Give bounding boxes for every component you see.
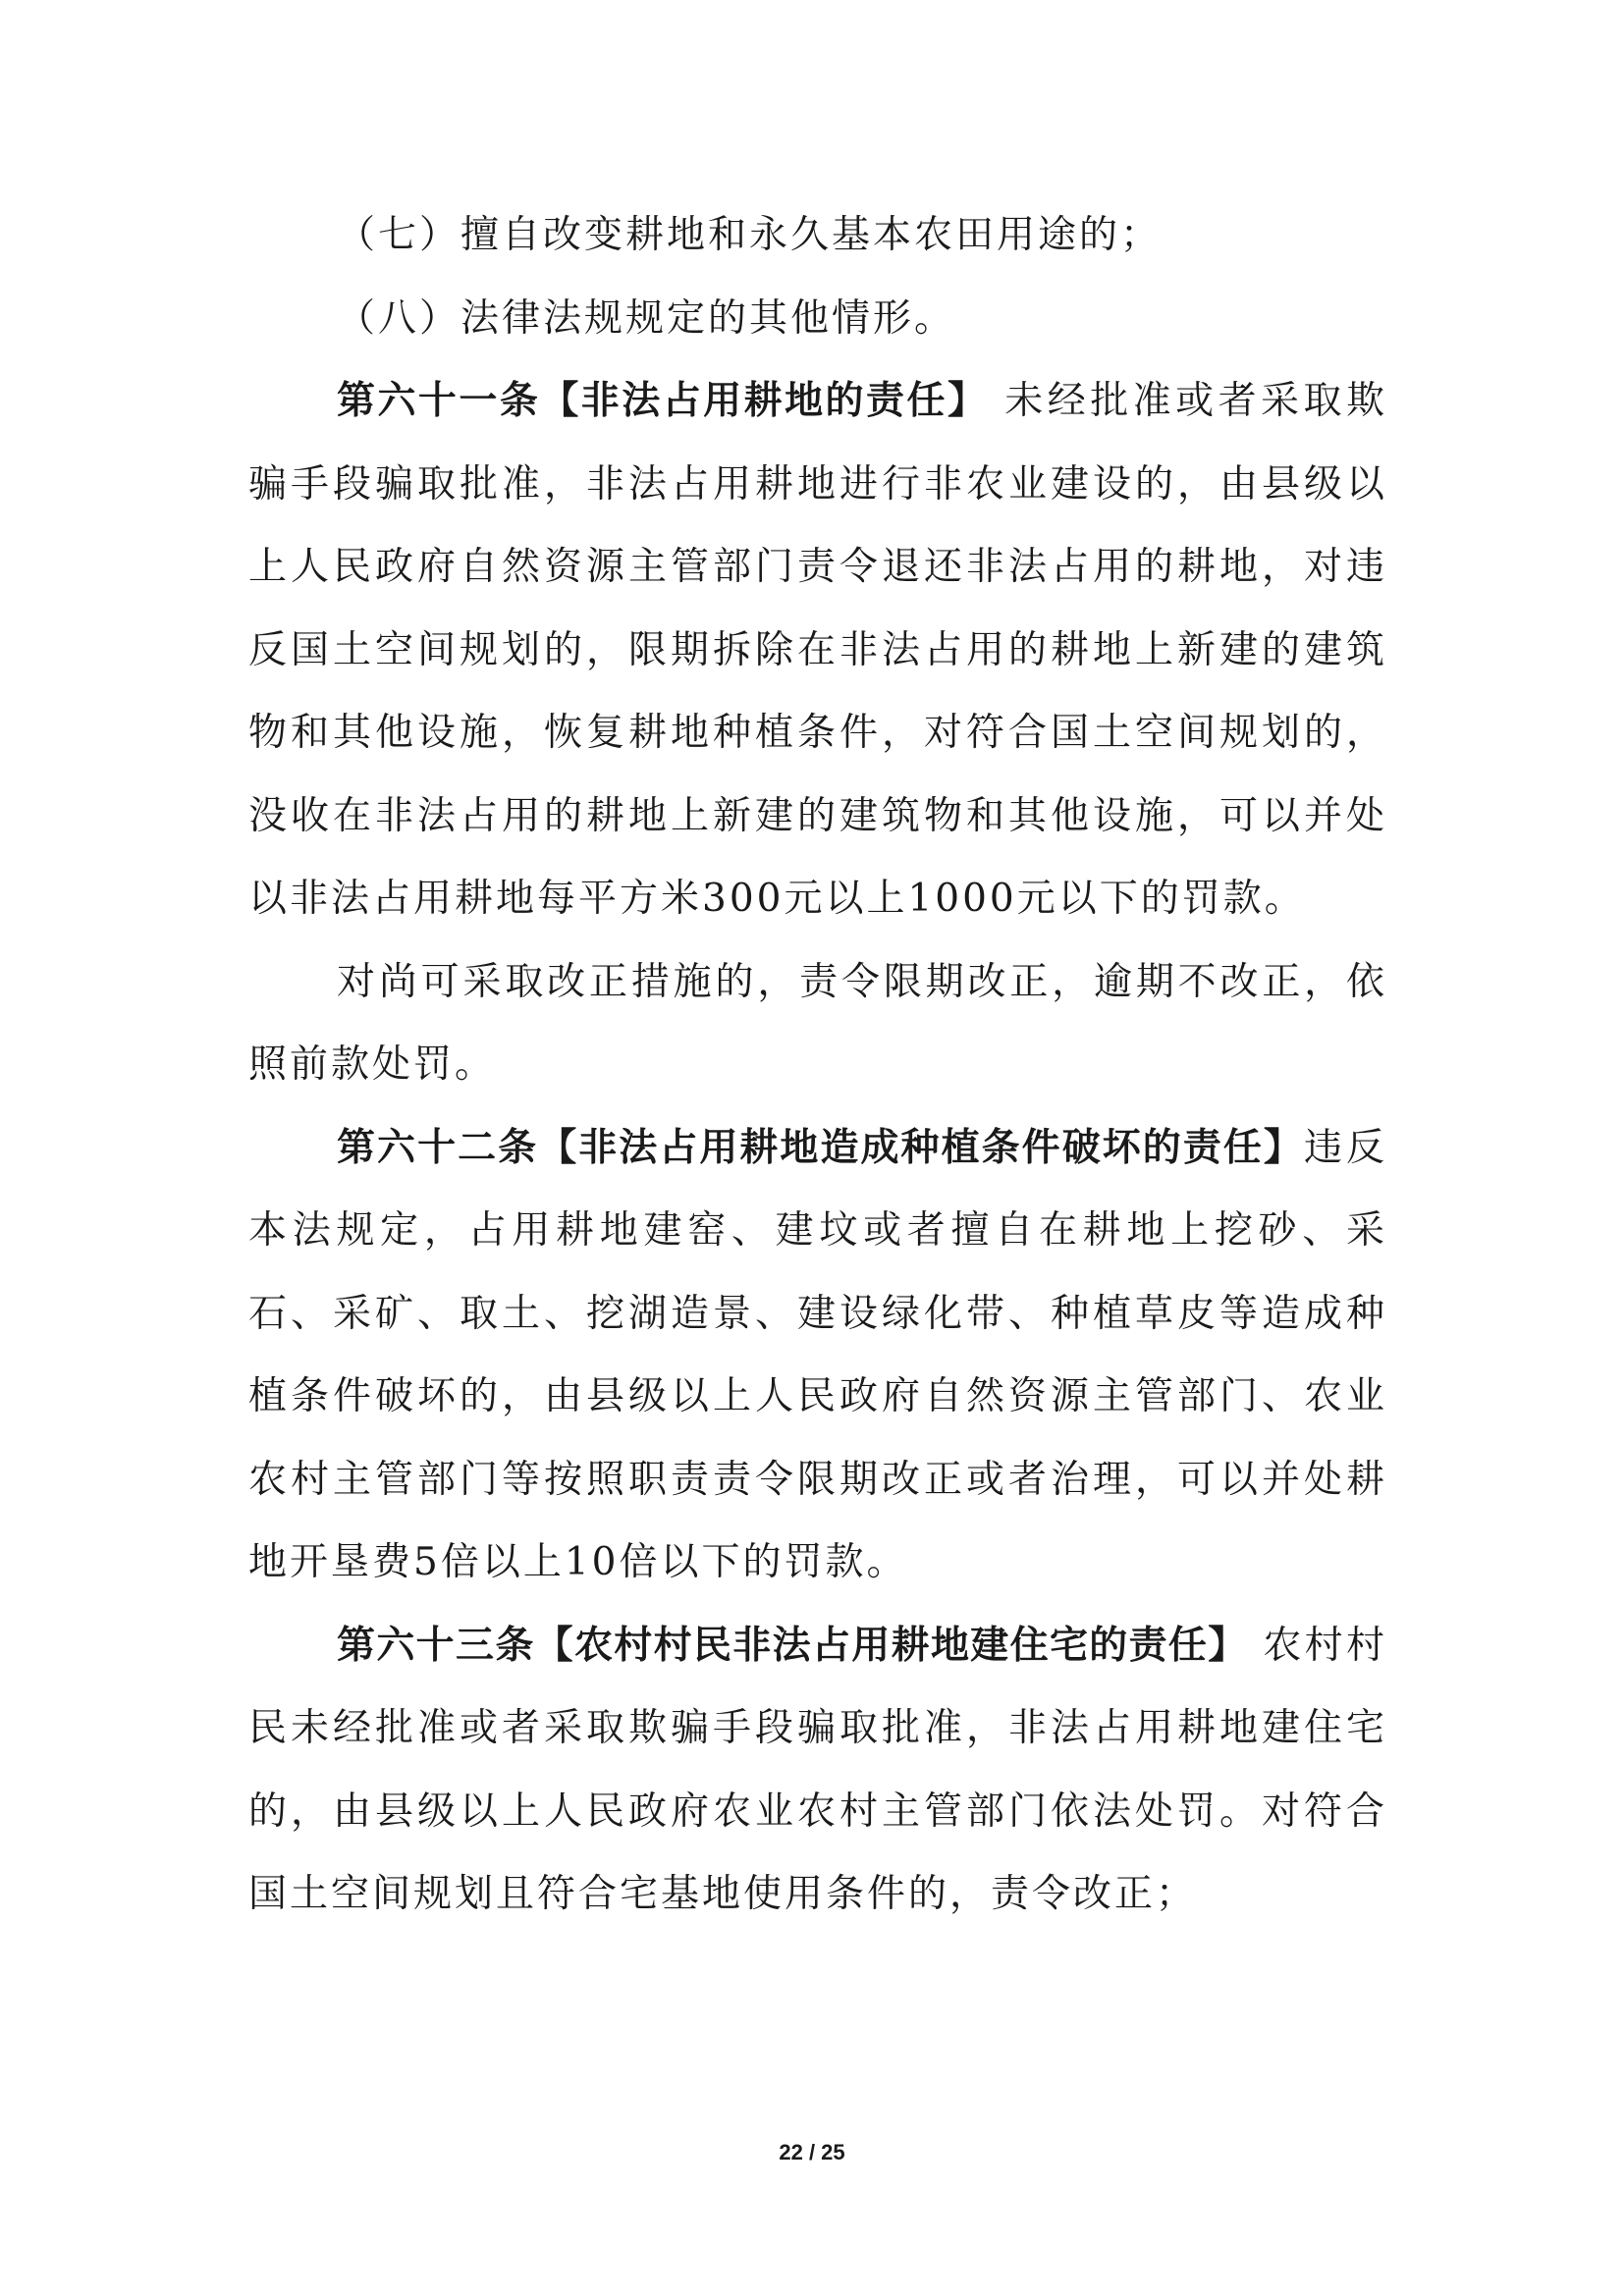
article-63: [248, 1605, 1387, 1937]
paragraph-item-7: [248, 194, 1387, 278]
article-62: [248, 1107, 1387, 1605]
paragraph-text: （八）法律法规规定的其他情形。: [337, 295, 956, 341]
document-body: [248, 194, 1387, 1937]
article-61: [248, 360, 1387, 941]
paragraph-text: （七）擅自改变耕地和永久基本农田用途的；: [337, 213, 1163, 257]
article-heading: 第六十二条【非法占用耕地造成种植条件破坏的责任】: [337, 1125, 1304, 1170]
page-number: 22 / 25: [779, 2140, 845, 2164]
article-61-paragraph-2: [248, 941, 1387, 1107]
paragraph-item-8: [248, 278, 1387, 361]
paragraph-text: 对尚可采取改正措施的，责令限期改正，逾期不改正，依照前款处罚。: [248, 959, 1387, 1087]
article-text: 未经批准或者采取欺骗手段骗取批准，非法占用耕地进行非农业建设的，由县级以上人民政府自然资源主管部门责令退还非法占用的耕地，对违反国土空间规划的，限期拆除在非法占用的耕地上新建的建筑物和其他设施，恢复耕地种植条件，对符合国土空间规划的，没收在非法占用的耕地上新建的建筑物和其他设施，可以并处以非法占用耕地每平方米300元以上1000元以下的罚款。: [248, 379, 1387, 921]
article-heading: 第六十一条【非法占用耕地的责任】: [337, 379, 989, 423]
article-text: 违反本法规定，占用耕地建窑、建坟或者擅自在耕地上挖砂、采石、采矿、取土、挖湖造景、建设绿化带、种植草皮等造成种植条件破坏的，由县级以上人民政府自然资源主管部门、农业农村主管部门等按照职责责令限期改正或者治理，可以并处耕地开垦费5倍以上10倍以下的罚款。: [248, 1125, 1387, 1584]
article-text: 农村村民未经批准或者采取欺骗手段骗取批准，非法占用耕地建住宅的，由县级以上人民政府农业农村主管部门依法处罚。对符合国土空间规划且符合宅基地使用条件的，责令改正；: [248, 1623, 1387, 1916]
article-heading: 第六十三条【农村村民非法占用耕地建住宅的责任】: [337, 1623, 1248, 1668]
